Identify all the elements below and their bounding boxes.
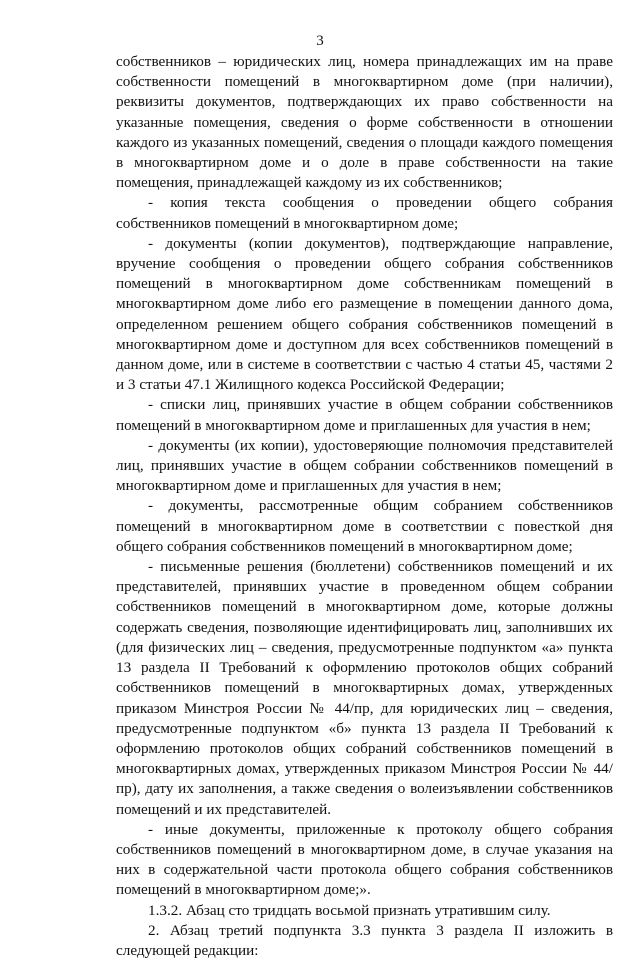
page-number: 3 (316, 33, 324, 49)
paragraph-representative-authority: - документы (их копии), удостоверяющие полномочия представителей лиц, принявших участие в общем собрании собственников помещений в многоквартирном доме и приглашенных для участия в нем; (116, 436, 613, 495)
paragraph-written-ballots: - письменные решения (бюллетени) собственников помещений и их представителей, принявших участие в проведенном общем собрании собственников помещений в многоквартирном доме, которые должны содержать сведения, позволяющие идентифицировать лиц, заполнивших их (для физических лиц – сведения, предусмотренные подпунктом «а» пункта 13 раздела II Требований к оформлению протоколов общих собраний собственников помещений в многоквартирных домах, утвержденных приказом Минстроя России № 44/пр, для юридических лиц – сведения, предусмотренные подпунктом «б» пункта 13 раздела II Требований к оформлению протоколов общих собраний собственников помещений в многоквартирных домах, утвержденных приказом Минстроя России № 44/пр), дату их заполнения, а также сведения о волеизъявлении собственников помещений и их представителей. (116, 558, 613, 818)
paragraph-agenda-documents: - документы, рассмотренные общим собранием собственников помещений в многоквартирном доме в соответствии с повесткой дня общего собрания собственников помещений в многоквартирном доме; (116, 497, 613, 555)
paragraph-other-documents: - иные документы, приложенные к протоколу общего собрания собственников помещений в многоквартирном доме, в случае указания на них в содержательной части протокола общего собрания собственников помещений в многоквартирном доме;». (116, 820, 613, 899)
paragraph-item-2: 2. Абзац третий подпункта 3.3 пункта 3 раздела II изложить в следующей редакции: (116, 921, 613, 959)
paragraph-notice-delivery-documents: - документы (копии документов), подтверждающие направление, вручение сообщения о проведении общего собрания собственников помещений в многоквартирном доме собственникам помещений в многоквартирном доме либо его размещение в помещении данного дома, определенном решением общего собрания собственников помещений в многоквартирном доме и доступном для всех собственников помещений в данном доме, или в системе в соответствии с частью 4 статьи 45, частями 2 и 3 статьи 47.1 Жилищного кодекса Российской Федерации; (116, 234, 613, 394)
paragraph-item-1-3-2: 1.3.2. Абзац сто тридцать восьмой признать утратившим силу. (148, 901, 551, 919)
paragraph-participant-lists: - списки лиц, принявших участие в общем собрании собственников помещений в многоквартирном доме и приглашенных для участия в нем; (116, 396, 613, 434)
paragraph-owners-details: собственников – юридических лиц, номера принадлежащих им на праве собственности помещений в многоквартирном доме (при наличии), реквизиты документов, подтверждающих их право собственности на указанные помещения, сведения о форме собственности в отношении каждого из указанных помещений, сведения о площади каждого помещения в многоквартирном доме и о доле в праве собственности на такие помещения, принадлежащей каждому из их собственников; (116, 53, 613, 192)
paragraph-meeting-notice-copy: - копия текста сообщения о проведении общего собрания собственников помещений в многоквартирном доме; (116, 194, 613, 232)
document-body (116, 52, 613, 961)
